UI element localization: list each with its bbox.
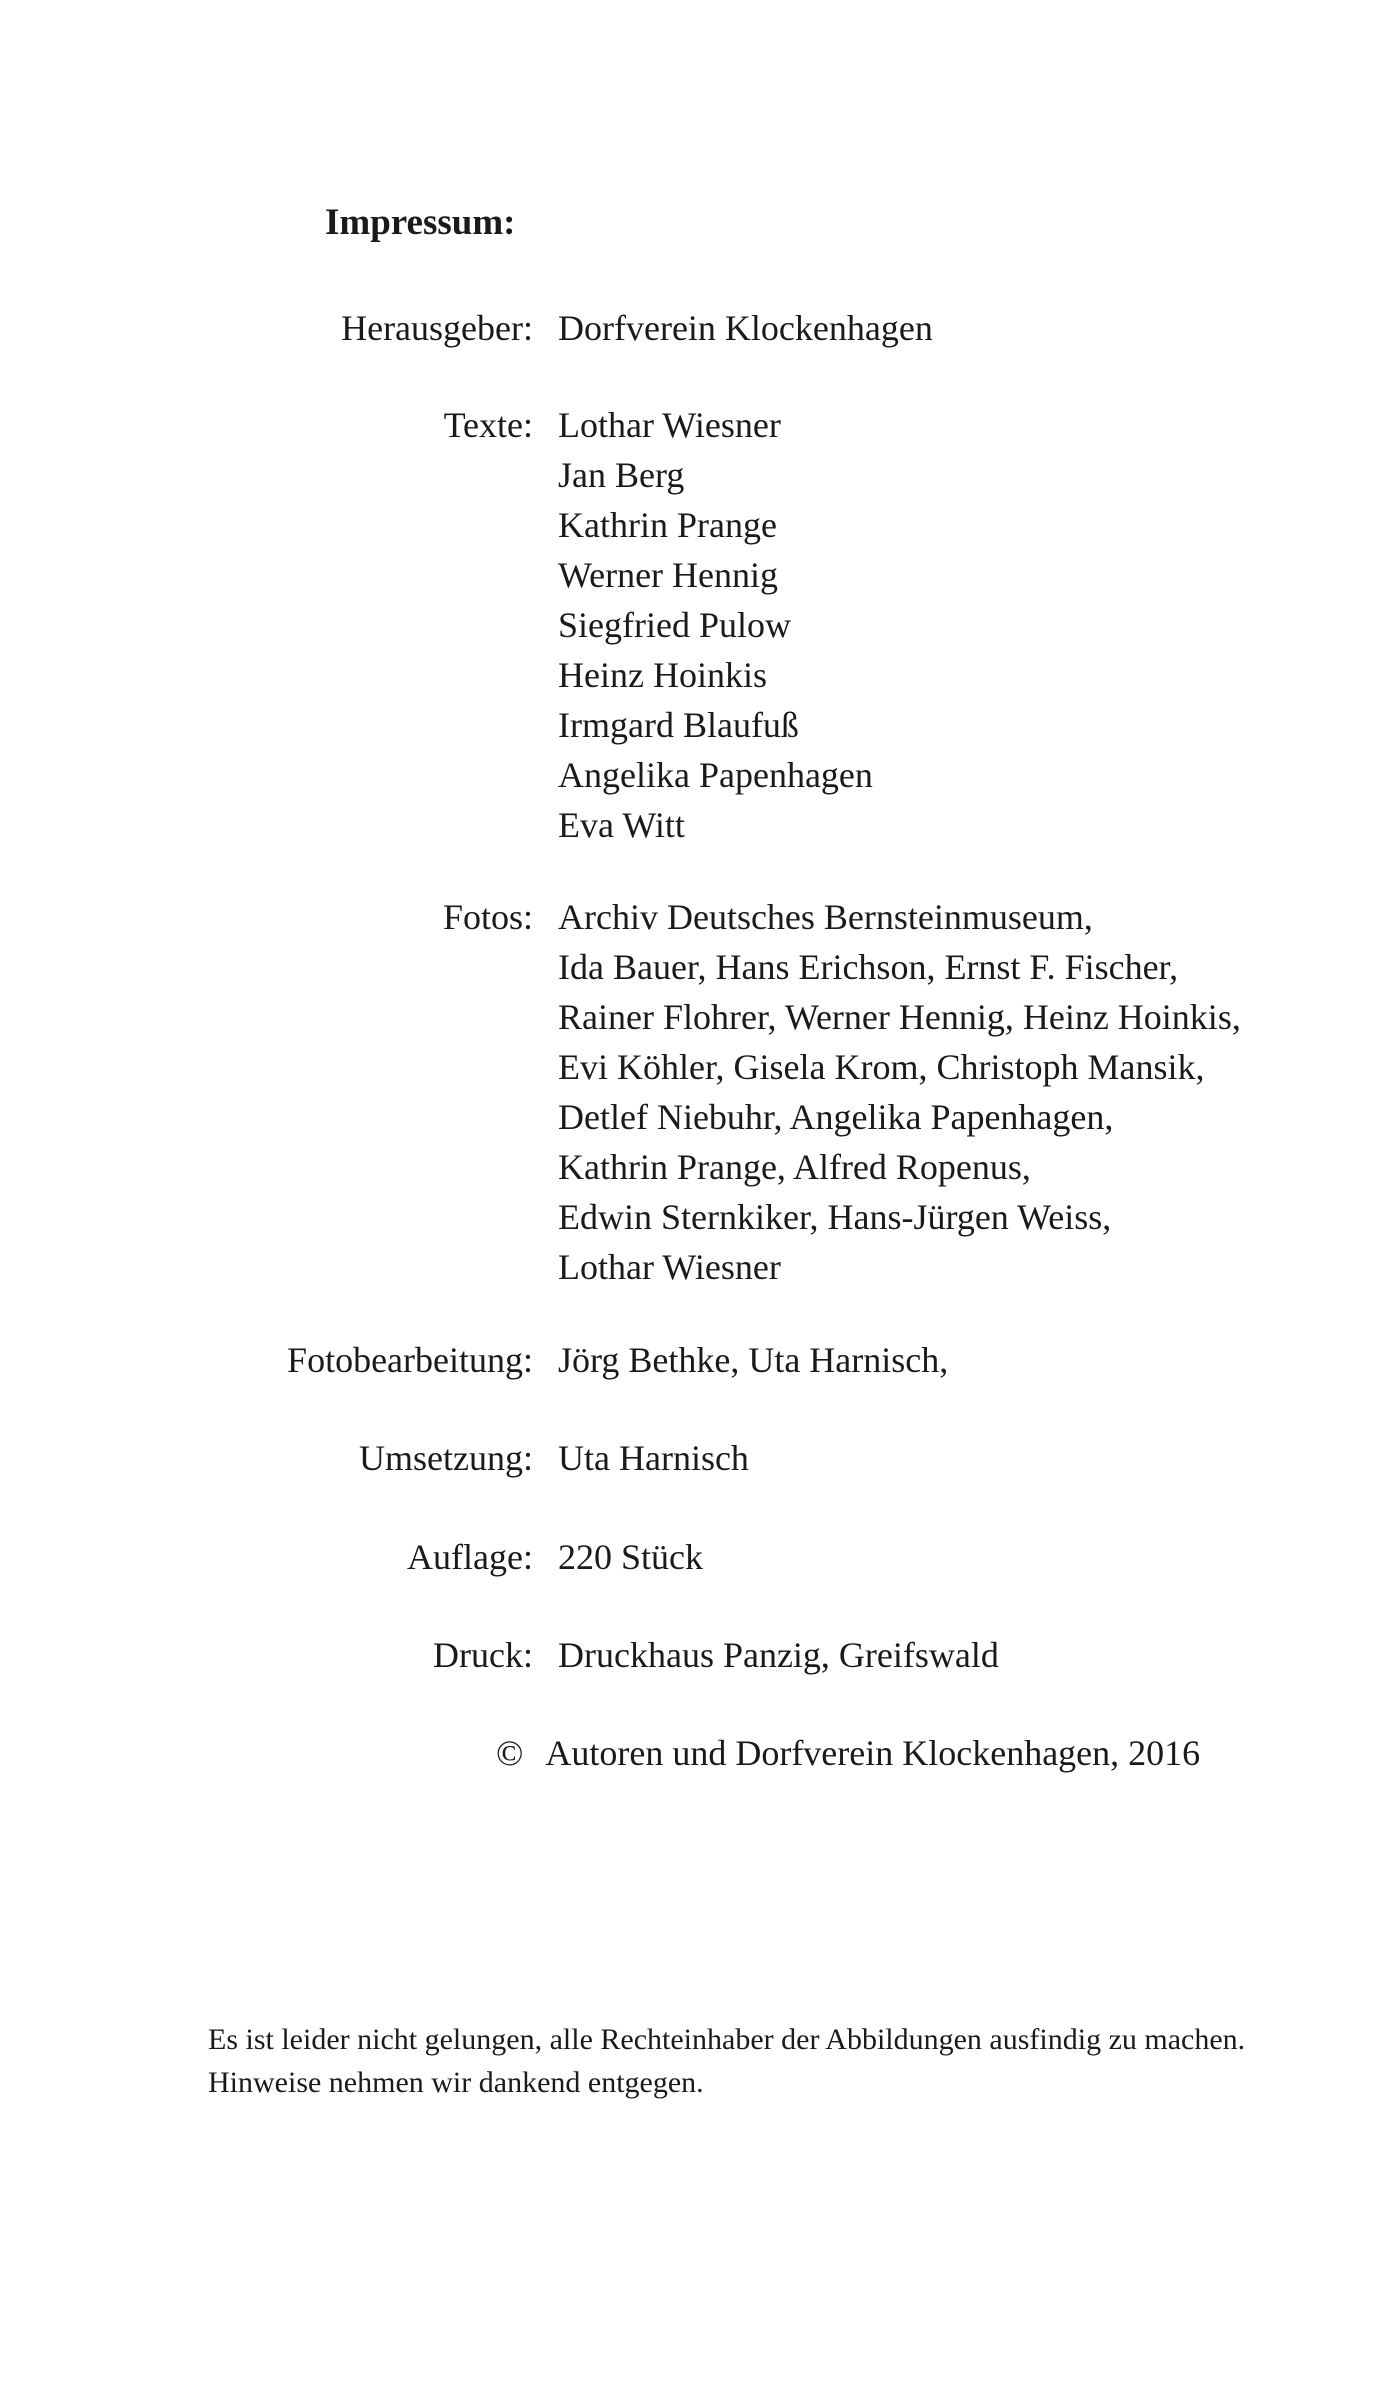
print-label: Druck: [433,1635,533,1675]
photos-label: Fotos: [442,897,533,937]
photo-credit-line: Edwin Sternkiker, Hans-Jürgen Weiss, [558,1197,1112,1237]
photo-credit-line: Rainer Flohrer, Werner Hennig, Heinz Hoinkis, [558,997,1241,1037]
text-author: Angelika Papenhagen [558,755,873,795]
edition-label: Auflage: [407,1537,533,1577]
print-values [558,1630,999,1680]
text-author: Eva Witt [558,805,685,845]
photo-credit-line: Ida Bauer, Hans Erichson, Ernst F. Fischer, [558,947,1179,987]
photo-editing-values [558,1335,948,1385]
printer-name: Druckhaus Panzig, Greifswald [558,1635,999,1675]
photos-credits [558,892,1241,1292]
copyright-icon: © [496,1733,524,1773]
publisher-values [558,303,933,353]
imprint-heading: Impressum: [325,202,516,243]
texts-label: Texte: [443,405,533,445]
texts-authors [558,400,873,850]
text-author: Werner Hennig [558,555,779,595]
photo-credit-line: Archiv Deutsches Bernsteinmuseum, [558,897,1093,937]
photo-credit-line: Evi Köhler, Gisela Krom, Christoph Mansik, [558,1047,1205,1087]
publisher-label: Herausgeber: [341,308,533,348]
implementation-name: Uta Harnisch [558,1438,749,1478]
text-author: Jan Berg [558,455,685,495]
text-author: Siegfried Pulow [558,605,791,645]
rights-note: Es ist leider nicht gelungen, alle Rechteinhaber der Abbildungen ausfindig zu machen. Hinweise nehmen wir dankend entgegen. [208,2023,1246,2099]
implementation-label: Umsetzung: [359,1438,533,1478]
photo-editing-names: Jörg Bethke, Uta Harnisch, [558,1340,949,1380]
text-author: Irmgard Blaufuß [558,705,799,745]
photo-credit-line: Detlef Niebuhr, Angelika Papenhagen, [558,1097,1114,1137]
publisher-name: Dorfverein Klockenhagen [558,308,933,348]
copyright-line [496,1728,1200,1778]
implementation-values [558,1433,749,1483]
text-author: Kathrin Prange [558,505,777,545]
edition-count: 220 Stück [558,1537,704,1577]
copyright-text: Autoren und Dorfverein Klockenhagen, 2016 [545,1733,1201,1773]
text-author: Heinz Hoinkis [558,655,767,695]
text-author: Lothar Wiesner [558,405,781,445]
edition-values [558,1532,703,1582]
photo-credit-line: Lothar Wiesner [558,1247,781,1287]
photo-editing-label: Fotobearbeitung: [287,1340,533,1380]
photo-credit-line: Kathrin Prange, Alfred Ropenus, [558,1147,1031,1187]
